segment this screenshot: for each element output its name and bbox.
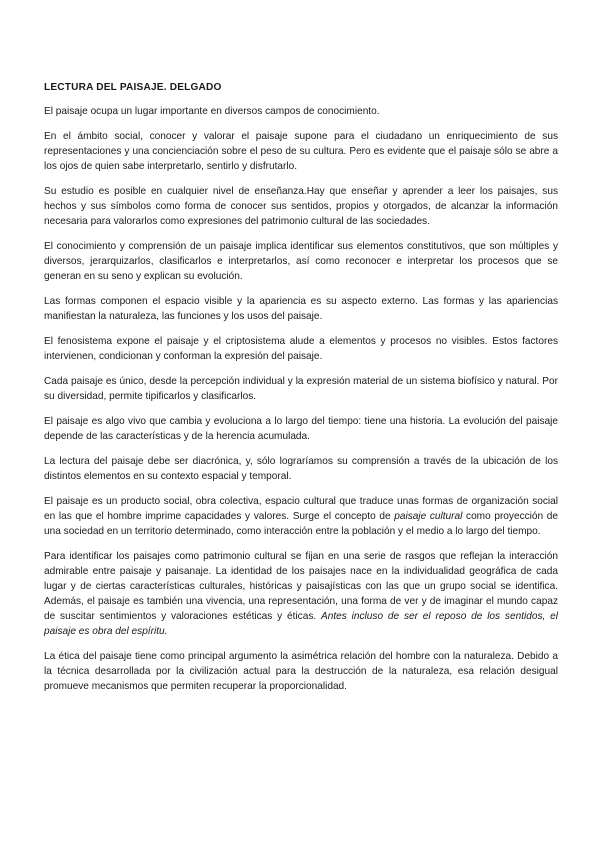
paragraph-text: como proyección de una sociedad en un territorio determinado, como interacción entre la población y el medio a lo largo del tiempo. — [44, 511, 559, 537]
italic-quote: Antes incluso de ser el reposo de los sentidos, el paisaje es obra del espíritu. — [44, 611, 558, 637]
paragraph-text: El paisaje es un producto social, obra colectiva, espacio cultural que traduce unas formas de organización social en las que el hombre imprime capacidades y valores. Surge el concepto de — [44, 496, 558, 522]
paragraph: El paisaje es algo vivo que cambia y evoluciona a lo largo del tiempo: tiene una historia. La evolución del paisaje depende de las características y de la herencia acumulada. — [44, 416, 558, 442]
paragraph: El fenosistema expone el paisaje y el criptosistema alude a elementos y procesos no visibles. Estos factores intervienen, condicionan y conforman la expresión del paisaje. — [44, 336, 558, 362]
paragraph: La ética del paisaje tiene como principal argumento la asimétrica relación del hombre con la naturaleza. Debido a la técnica desarrollada por la civilización actual para la destrucción de la naturaleza, esa relación desigual promueve mecanismos que permiten recuperar la proporcionalidad. — [44, 651, 558, 692]
paragraph: Cada paisaje es único, desde la percepción individual y la expresión material de un sistema biofísico y natural. Por su diversidad, permite tipificarlos y clasificarlos. — [44, 376, 558, 402]
paragraph: Su estudio es posible en cualquier nivel de enseñanza.Hay que enseñar y aprender a leer los paisajes, sus hechos y sus símbolos como forma de conocer sus sentidos, propios y otorgados, de alcanzar la información necesaria para valorarlos como expresiones del patrimonio cultural de las sociedades. — [44, 186, 558, 227]
paragraph: La lectura del paisaje debe ser diacrónica, y, sólo lograríamos su comprensión a través de la ubicación de los distintos elementos en su contexto espacial y temporal. — [44, 456, 558, 482]
paragraph-cultural-landscape — [44, 494, 558, 539]
paragraph: El conocimiento y comprensión de un paisaje implica identificar sus elementos constitutivos, que son múltiples y diversos, jerarquizarlos, clasificarlos e interpretarlos, así como reconocer e interpretar los procesos que se generan en su seno y explican su evolución. — [44, 241, 558, 282]
document-page — [44, 80, 558, 704]
paragraph-heritage — [44, 549, 558, 639]
paragraph-text: Para identificar los paisajes como patrimonio cultural se fijan en una serie de rasgos que reflejan la interacción admirable entre paisaje y paisanaje. La identidad de los paisajes nace en la individualidad geográfica de cada lugar y de ciertas características culturales, históricas y paisajísticas con las que un grupo social se identifica. Además, el paisaje es también una vivencia, una representación, una forma de ver y de imaginar el mundo capaz de suscitar sentimientos y valoraciones estéticas y éticas. — [44, 551, 558, 622]
document-title: LECTURA DEL PAISAJE. DELGADO — [44, 82, 222, 93]
paragraph: En el ámbito social, conocer y valorar el paisaje supone para el ciudadano un enriquecimiento de sus representaciones y una concienciación sobre el peso de su cultura. Pero es evidente que el paisaje sólo se abre a los ojos de quien sabe interpretarlo, sentirlo y disfrutarlo. — [44, 131, 558, 172]
paragraph: El paisaje ocupa un lugar importante en diversos campos de conocimiento. — [44, 106, 380, 117]
italic-term: paisaje cultural — [394, 511, 463, 522]
paragraph: Las formas componen el espacio visible y la apariencia es su aspecto externo. Las formas y las apariencias manifiestan la naturaleza, las funciones y los usos del paisaje. — [44, 296, 558, 322]
